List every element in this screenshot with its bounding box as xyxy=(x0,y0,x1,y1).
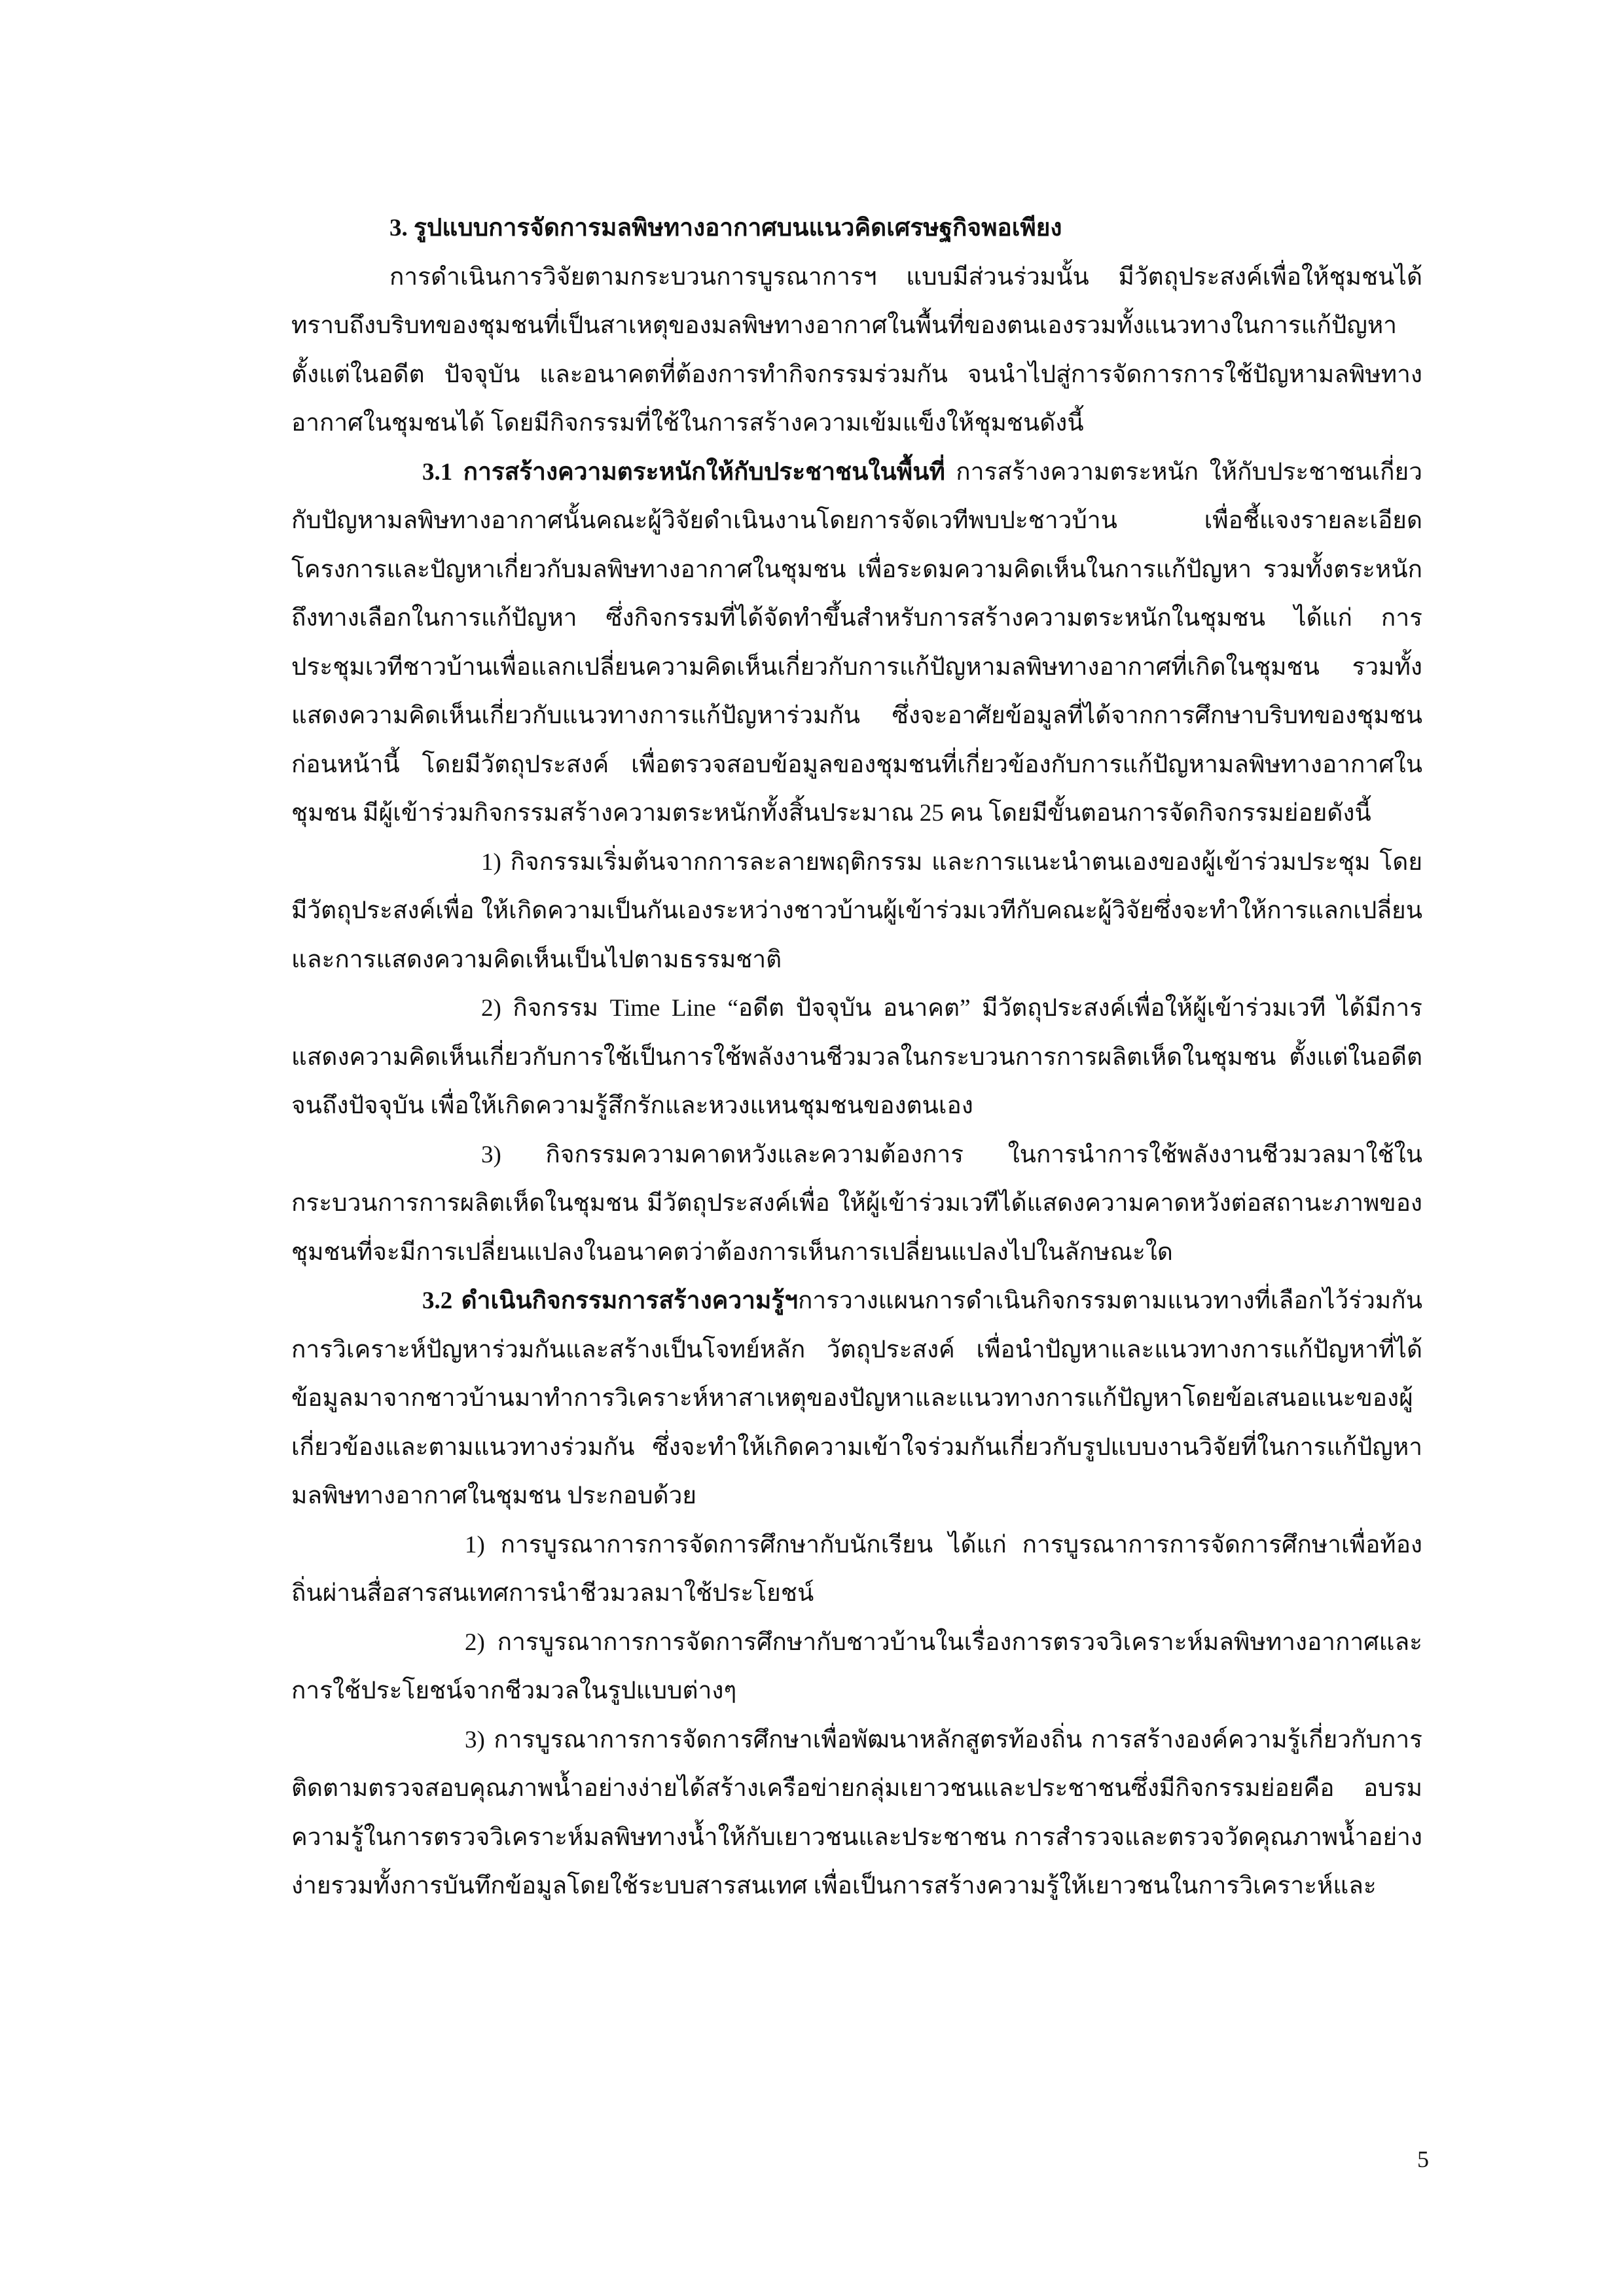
subsection-3-1-heading: 3.1 การสร้างความตระหนักให้กับประชาชนในพื้นที่ xyxy=(422,458,945,486)
section-title: 3. รูปแบบการจัดการมลพิษทางอากาศบนแนวคิดเศรษฐกิจพอเพียง xyxy=(389,215,1062,242)
subsection-3-1 xyxy=(291,448,1422,838)
subsection-3-1-item-2: 2) กิจกรรม Time Line “อดีต ปัจจุบัน อนาคต” มีวัตถุประสงค์เพื่อให้ผู้เข้าร่วมเวที ได้มีการแสดงความคิดเห็นเกี่ยวกับการใช้เป็นการใช้พลังงานชีวมวลในกระบวนการการผลิตเห็ดในชุมชน ตั้งแต่ในอดีตจนถึงปัจจุบัน เพื่อให้เกิดความรู้สึกรักและหวงแหนชุมชนของตนเอง xyxy=(291,995,1422,1119)
subsection-3-2-item-2: 2) การบูรณาการการจัดการศึกษากับชาวบ้านในเรื่องการตรวจวิเคราะห์มลพิษทางอากาศและการใช้ประโยชน์จากชีวมวลในรูปแบบต่างๆ xyxy=(291,1628,1422,1704)
subsection-3-2 xyxy=(291,1277,1422,1521)
page-number: 5 xyxy=(1417,2146,1429,2172)
subsection-3-1-item-3: 3) กิจกรรมความคาดหวังและความต้องการ ในการนำการใช้พลังงานชีวมวลมาใช้ในกระบวนการการผลิตเห็ดในชุมชน มีวัตถุประสงค์เพื่อ ให้ผู้เข้าร่วมเวทีได้แสดงความคาดหวังต่อสถานะภาพของชุมชนที่จะมีการเปลี่ยนแปลงในอนาคตว่าต้องการเห็นการเปลี่ยนแปลงไปในลักษณะใด xyxy=(291,1141,1422,1266)
subsection-3-2-text: การวางแผนการดำเนินกิจกรรมตามแนวทางที่เลือกไว้ร่วมกัน การวิเคราะห์ปัญหาร่วมกันและสร้างเป็นโจทย์หลัก วัตถุประสงค์ เพื่อนำปัญหาและแนวทางการแก้ปัญหาที่ได้ข้อมูลมาจากชาวบ้านมาทำการวิเคราะห์หาสาเหตุของปัญหาและแนวทางการแก้ปัญหาโดยข้อเสนอแนะของผู้เกี่ยวข้องและตามแนวทางร่วมกัน ซึ่งจะทำให้เกิดความเข้าใจร่วมกันเกี่ยวกับรูปแบบงานวิจัยที่ในการแก้ปัญหามลพิษทางอากาศในชุมชน ประกอบด้วย xyxy=(291,1287,1422,1509)
subsection-3-1-item-1: 1) กิจกรรมเริ่มต้นจากการละลายพฤติกรรม และการแนะนำตนเองของผู้เข้าร่วมประชุม โดยมีวัตถุประสงค์เพื่อ ให้เกิดความเป็นกันเองระหว่างชาวบ้านผู้เข้าร่วมเวทีกับคณะผู้วิจัยซึ่งจะทำให้การแลกเปลี่ยนและการแสดงความคิดเห็นเป็นไปตามธรรมชาติ xyxy=(291,848,1422,973)
subsection-3-2-item-3: 3) การบูรณาการการจัดการศึกษาเพื่อพัฒนาหลักสูตรท้องถิ่น การสร้างองค์ความรู้เกี่ยวกับการติดตามตรวจสอบคุณภาพน้ำอย่างง่ายได้สร้างเครือข่ายกลุ่มเยาวชนและประชาชนซึ่งมีกิจกรรมย่อยคือ อบรมความรู้ในการตรวจวิเคราะห์มลพิษทางน้ำให้กับเยาวชนและประชาชน การสำรวจและตรวจวัดคุณภาพน้ำอย่างง่ายรวมทั้งการบันทึกข้อมูลโดยใช้ระบบสารสนเทศ เพื่อเป็นการสร้างความรู้ให้เยาวชนในการวิเคราะห์และ xyxy=(291,1726,1422,1899)
subsection-3-2-item-1: 1) การบูรณาการการจัดการศึกษากับนักเรียน ได้แก่ การบูรณาการการจัดการศึกษาเพื่อท้องถิ่นผ่านสื่อสารสนเทศการนำชีวมวลมาใช้ประโยชน์ xyxy=(291,1531,1422,1607)
intro-paragraph: การดำเนินการวิจัยตามกระบวนการบูรณาการฯ แบบมีส่วนร่วมนั้น มีวัตถุประสงค์เพื่อให้ชุมชนได้ทราบถึงบริบทของชุมชนที่เป็นสาเหตุของมลพิษทางอากาศในพื้นที่ของตนเองรวมทั้งแนวทางในการแก้ปัญหาตั้งแต่ในอดีต ปัจจุบัน และอนาคตที่ต้องการทำกิจกรรมร่วมกัน จนนำไปสู่การจัดการการใช้ปัญหามลพิษทางอากาศในชุมชนได้ โดยมีกิจกรรมที่ใช้ในการสร้างความเข้มแข็งให้ชุมชนดังนี้ xyxy=(291,263,1422,437)
page-body xyxy=(291,204,1422,1911)
subsection-3-1-text: การสร้างความตระหนัก ให้กับประชาชนเกี่ยวกับปัญหามลพิษทางอากาศนั้นคณะผู้วิจัยดำเนินงานโดยการจัดเวทีพบปะชาวบ้าน เพื่อชี้แจงรายละเอียดโครงการและปัญหาเกี่ยวกับมลพิษทางอากาศในชุมชน เพื่อระดมความคิดเห็นในการแก้ปัญหา รวมทั้งตระหนักถึงทางเลือกในการแก้ปัญหา ซึ่งกิจกรรมที่ได้จัดทำขึ้นสำหรับการสร้างความตระหนักในชุมชน ได้แก่ การประชุมเวทีชาวบ้านเพื่อแลกเปลี่ยนความคิดเห็นเกี่ยวกับการแก้ปัญหามลพิษทางอากาศที่เกิดในชุมชน รวมทั้งแสดงความคิดเห็นเกี่ยวกับแนวทางการแก้ปัญหาร่วมกัน ซึ่งจะอาศัยข้อมูลที่ได้จากการศึกษาบริบทของชุมชนก่อนหน้านี้ โดยมีวัตถุประสงค์ เพื่อตรวจสอบข้อมูลของชุมชนที่เกี่ยวข้องกับการแก้ปัญหามลพิษทางอากาศในชุมชน มีผู้เข้าร่วมกิจกรรมสร้างความตระหนักทั้งสิ้นประมาณ 25 คน โดยมีขั้นตอนการจัดกิจกรรมย่อยดังนี้ xyxy=(291,458,1422,827)
subsection-3-2-heading: 3.2 ดำเนินกิจกรรมการสร้างความรู้ฯ xyxy=(422,1287,798,1314)
